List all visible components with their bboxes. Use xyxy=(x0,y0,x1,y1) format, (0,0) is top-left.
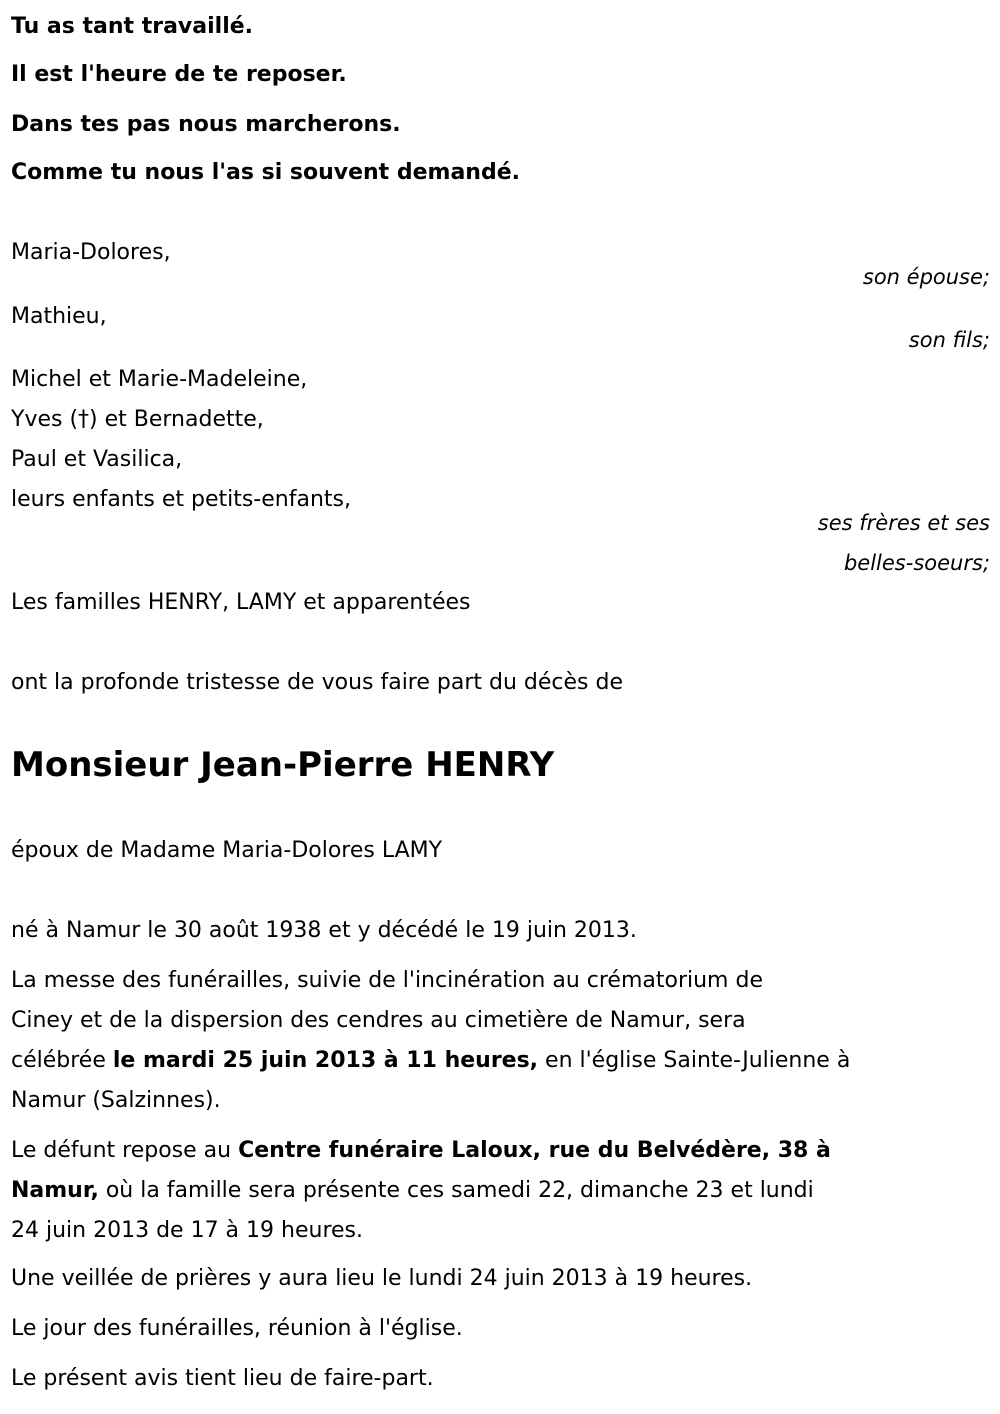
sibling: Michel et Marie-Madeleine, xyxy=(11,367,308,392)
deceased-name: Monsieur Jean-Pierre HENRY xyxy=(11,745,555,785)
rest-line: 24 juin 2013 de 17 à 19 heures. xyxy=(11,1218,363,1243)
meeting: Le jour des funérailles, réunion à l'église. xyxy=(11,1316,463,1341)
verse-line: Dans tes pas nous marcherons. xyxy=(11,112,401,137)
birth-death: né à Namur le 30 août 1938 et y décédé le 19 juin 2013. xyxy=(11,918,637,943)
son-role: son fils; xyxy=(908,328,990,352)
text: en l'église Sainte-Julienne à xyxy=(538,1048,851,1073)
mass-line: La messe des funérailles, suivie de l'incinération au crématorium de xyxy=(11,968,763,993)
mass-line: Ciney et de la dispersion des cendres au cimetière de Namur, sera xyxy=(11,1008,746,1033)
announcement: ont la profonde tristesse de vous faire part du décès de xyxy=(11,670,623,695)
son-name: Mathieu, xyxy=(11,304,107,329)
mass-line: Namur (Salzinnes). xyxy=(11,1088,221,1113)
spouse-name: Maria-Dolores, xyxy=(11,240,171,265)
vigil: Une veillée de prières y aura lieu le lundi 24 juin 2013 à 19 heures. xyxy=(11,1266,753,1291)
funeral-home-city: Namur, xyxy=(11,1178,99,1203)
sibling: leurs enfants et petits-enfants, xyxy=(11,487,351,512)
sibling: Yves (†) et Bernadette, xyxy=(11,407,264,432)
rest-line xyxy=(11,1136,831,1166)
verse-line: Tu as tant travaillé. xyxy=(11,14,254,39)
spouse-role: son épouse; xyxy=(862,265,990,289)
notice: Le présent avis tient lieu de faire-part. xyxy=(11,1366,434,1391)
siblings-role: ses frères et ses xyxy=(817,511,990,535)
verse-line: Comme tu nous l'as si souvent demandé. xyxy=(11,160,520,185)
funeral-home: Centre funéraire Laloux, rue du Belvédère, 38 à xyxy=(238,1138,831,1163)
families: Les familles HENRY, LAMY et apparentées xyxy=(11,590,471,615)
spouse-of: époux de Madame Maria-Dolores LAMY xyxy=(11,838,443,863)
sibling: Paul et Vasilica, xyxy=(11,447,183,472)
text: célébrée xyxy=(11,1048,113,1073)
text: Le défunt repose au xyxy=(11,1138,239,1163)
rest-line xyxy=(11,1176,814,1206)
text: où la famille sera présente ces samedi 22, dimanche 23 et lundi xyxy=(98,1178,814,1203)
siblings-role: belles-soeurs; xyxy=(843,551,990,575)
verse-line: Il est l'heure de te reposer. xyxy=(11,62,347,87)
mass-date: le mardi 25 juin 2013 à 11 heures, xyxy=(112,1048,539,1073)
mass-line xyxy=(11,1046,850,1076)
